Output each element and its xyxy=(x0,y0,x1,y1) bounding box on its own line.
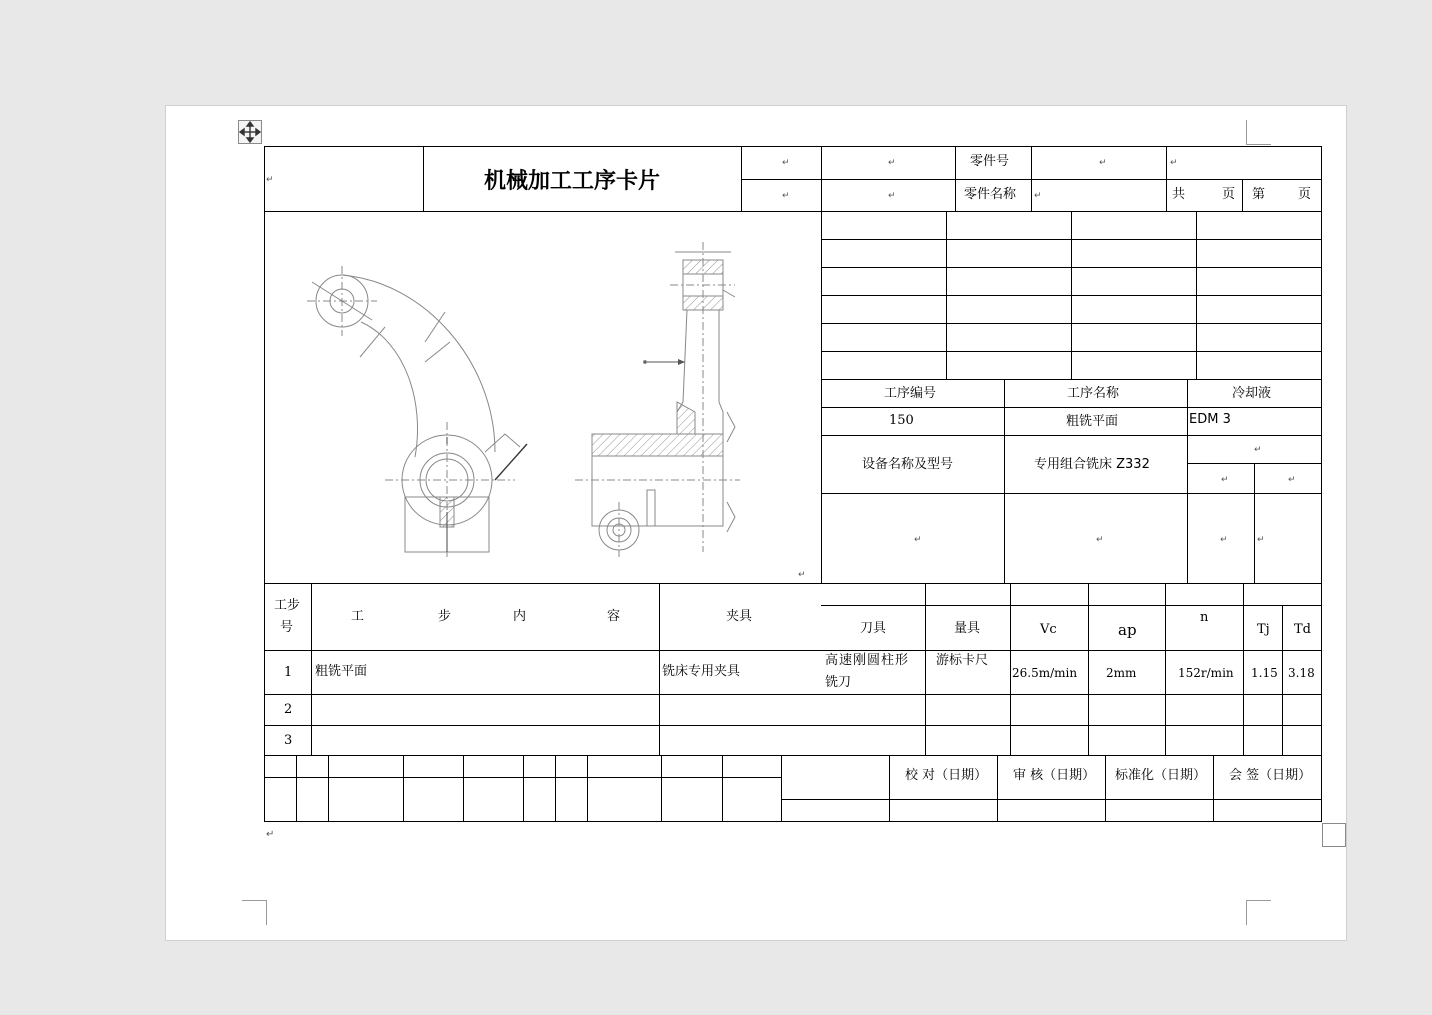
content-header-3: 内 xyxy=(513,609,527,624)
para-mark: ↵ xyxy=(1034,191,1042,201)
card-title: 机械加工工序卡片 xyxy=(484,168,661,194)
coolant-label: 冷却液 xyxy=(1232,386,1272,401)
op-name-value: 粗铣平面 xyxy=(1066,414,1119,429)
step-1-fixture: 铣床专用夹具 xyxy=(662,664,741,679)
crop-mark-top-right xyxy=(1246,120,1271,145)
content-header-2: 步 xyxy=(438,609,452,624)
countersign-date-label: 会 签（日期） xyxy=(1229,768,1312,783)
table-resize-handle[interactable] xyxy=(1322,823,1346,847)
part-no-label: 零件号 xyxy=(970,154,1010,169)
crop-mark-bottom-right xyxy=(1246,900,1271,925)
step-1-td: 3.18 xyxy=(1288,666,1315,680)
tj-header: Tj xyxy=(1257,622,1270,637)
part-name-label: 零件名称 xyxy=(964,187,1017,202)
n-header: n xyxy=(1200,610,1209,625)
check-date-label: 校 对（日期） xyxy=(905,768,988,783)
page-unit-2: 页 xyxy=(1298,187,1312,202)
step-1-vc: 26.5m/min xyxy=(1012,666,1078,680)
step-no-header-2: 号 xyxy=(280,620,294,635)
op-name-label: 工序名称 xyxy=(1067,386,1120,401)
total-pages-label: 共 xyxy=(1172,187,1186,202)
para-mark: ↵ xyxy=(1096,535,1104,545)
para-mark: ↵ xyxy=(266,829,275,840)
para-mark: ↵ xyxy=(888,158,896,168)
para-mark: ↵ xyxy=(1257,535,1265,545)
step-2-no: 2 xyxy=(284,702,293,717)
step-1-no: 1 xyxy=(284,665,293,680)
content-header-4: 容 xyxy=(607,609,621,624)
para-mark: ↵ xyxy=(1288,475,1296,485)
op-no-label: 工序编号 xyxy=(884,386,937,401)
step-3-no: 3 xyxy=(284,733,293,748)
para-mark: ↵ xyxy=(888,191,896,201)
op-no-value: 150 xyxy=(889,413,914,428)
step-1-ap: 2mm xyxy=(1106,666,1137,680)
move-icon xyxy=(239,121,261,143)
page-unit-1: 页 xyxy=(1222,187,1236,202)
para-mark: ↵ xyxy=(782,191,790,201)
step-1-content: 粗铣平面 xyxy=(315,664,368,679)
vc-header: Vc xyxy=(1040,622,1057,637)
para-mark: ↵ xyxy=(1170,158,1178,168)
crop-mark-bottom-left xyxy=(242,900,267,925)
gauge-header: 量具 xyxy=(954,621,981,636)
coolant-value: EDM 3 xyxy=(1189,412,1231,427)
td-header: Td xyxy=(1294,622,1311,637)
para-mark: ↵ xyxy=(266,175,274,185)
step-1-n: 152r/min xyxy=(1178,666,1234,680)
step-1-tool-line1: 高速刚圆柱形 xyxy=(825,653,910,668)
para-mark: ↵ xyxy=(1221,475,1229,485)
step-1-gauge: 游标卡尺 xyxy=(936,653,989,668)
equipment-value: 专用组合铣床 Z332 xyxy=(1034,457,1150,472)
review-date-label: 审 核（日期） xyxy=(1013,768,1096,783)
content-header-1: 工 xyxy=(351,609,365,624)
step-1-tool-line2: 铣刀 xyxy=(825,675,852,690)
para-mark: ↵ xyxy=(914,535,922,545)
fixture-header: 夹具 xyxy=(726,609,753,624)
equipment-label: 设备名称及型号 xyxy=(862,457,954,472)
page-seq-label: 第 xyxy=(1252,187,1266,202)
part-drawing xyxy=(265,212,821,582)
para-mark: ↵ xyxy=(1220,535,1228,545)
ap-header: ap xyxy=(1118,621,1137,639)
para-mark: ↵ xyxy=(1099,158,1107,168)
standard-date-label: 标准化（日期） xyxy=(1115,768,1207,783)
table-move-handle[interactable] xyxy=(238,120,262,144)
para-mark: ↵ xyxy=(1254,445,1262,455)
step-1-tj: 1.15 xyxy=(1251,666,1278,680)
step-no-header-1: 工步 xyxy=(274,598,301,613)
para-mark: ↵ xyxy=(798,570,806,580)
para-mark: ↵ xyxy=(782,158,790,168)
tool-header: 刀具 xyxy=(860,621,887,636)
